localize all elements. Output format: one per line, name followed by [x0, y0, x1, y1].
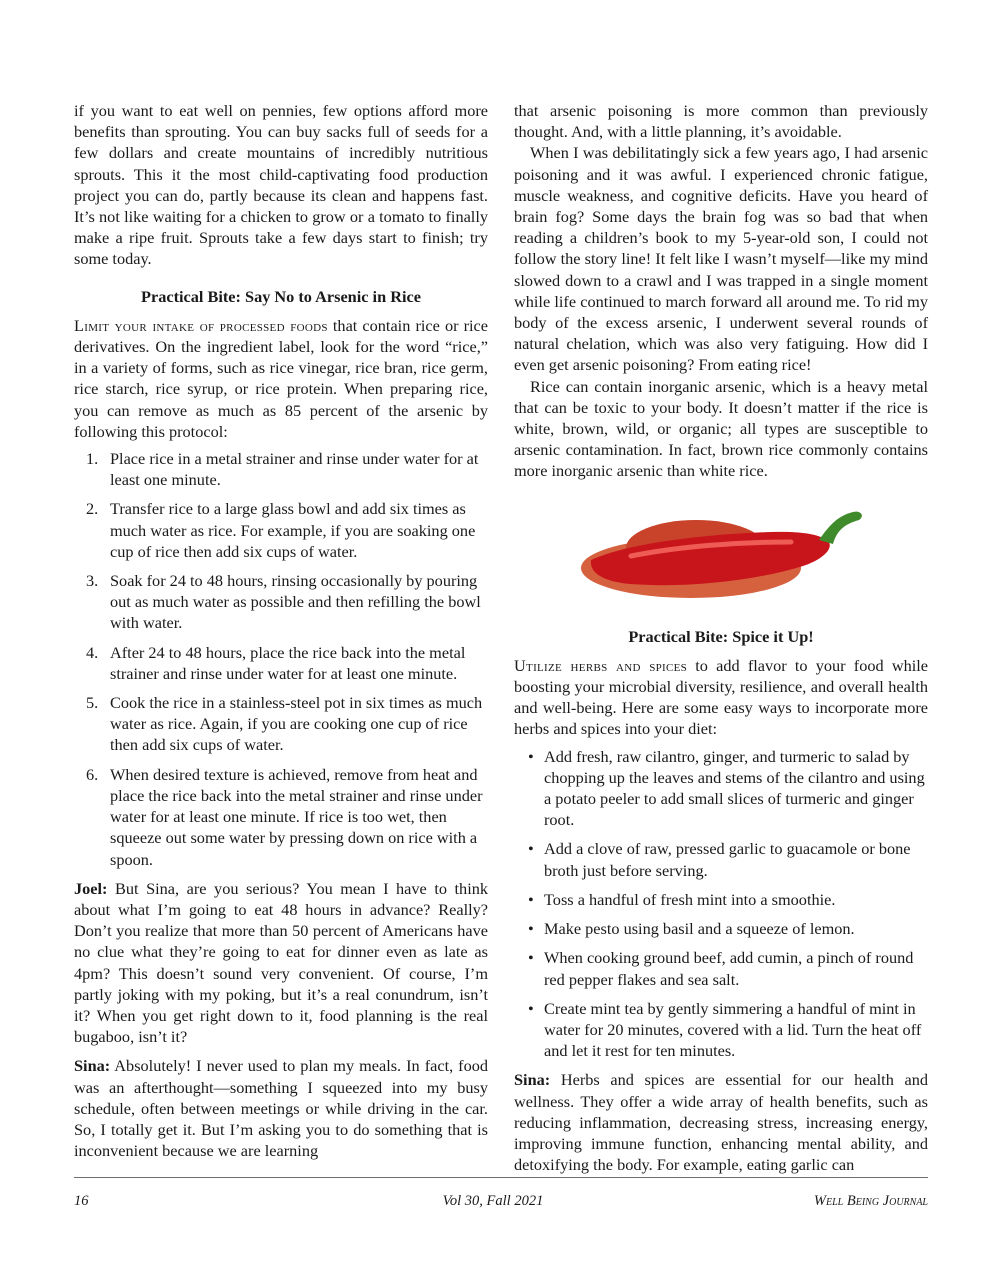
left-column [74, 100, 488, 1161]
step-text: After 24 to 48 hours, place the rice back into the metal strainer and rinse under water for at least one minute. [110, 642, 466, 683]
page-number: 16 [74, 1193, 89, 1209]
list-item [74, 498, 488, 562]
joel-dialogue [74, 878, 488, 1048]
spice-lead-paragraph [514, 655, 928, 740]
joel-text: But Sina, are you serious? You mean I have to think about what I’m going to eat 48 hours in advance? Really? Don’t you realize that more than 50 percent of Americans have no clue what they’re going to eat for dinner even as late as 4pm? This doesn’t sound very convenient. Of course, I’m partly joking with my poking, but it’s a real conundrum, isn’t it? When you get right down to it, food planning is the real bugaboo, isn’t it? [74, 878, 488, 1047]
section-heading-arsenic: Practical Bite: Say No to Arsenic in Rice [141, 286, 421, 306]
body-paragraph-3: Rice can contain inorganic arsenic, which is a heavy metal that can be toxic to your body. It doesn’t matter if the rice is white, brown, wild, or organic; all types are susceptible to arsenic contamination. In fact, brown rice commonly contains more inorganic arsenic than white rice. [514, 376, 928, 481]
list-item [74, 570, 488, 634]
list-item [74, 692, 488, 756]
speaker-sina: Sina: [514, 1070, 551, 1090]
sina-text: Herbs and spices are essential for our health and wellness. They offer a wide array of health benefits, such as reducing inflammation, decreasing stress, increasing energy, improving immune function, enhancing mental ability, and detoxifying the body. For example, eating garlic can [514, 1070, 928, 1175]
bullet-icon: • [528, 998, 534, 1018]
pepper-stem [819, 511, 862, 543]
step-text: Cook the rice in a stainless-steel pot in six times as much water as rice. Again, if you are cooking one cup of rice then add six cups of water. [110, 693, 483, 755]
list-item [514, 889, 928, 910]
tip-text: Make pesto using basil and a squeeze of lemon. [544, 919, 855, 939]
step-number: 1. [86, 449, 99, 469]
step-number: 4. [86, 642, 99, 662]
list-item [74, 642, 488, 684]
list-item [514, 746, 928, 831]
chili-pepper-image [571, 490, 871, 610]
body-paragraph-2: When I was debilitatingly sick a few years ago, I had arsenic poisoning and it was awful. I experienced chronic fatigue, muscle weakness, and cognitive deficits. Have you heard of brain fog? Some days the brain fog was so bad that when reading a children’s book to my 5-year-old son, I could not follow the story line! It felt like I wasn’t myself—like my mind slowed down to a crawl and I was trapped in a single moment while life continued to march forward all around me. To rid my body of the excess arsenic, I underwent several rounds of natural chelation, which was also very fatiguing. How did I even get arsenic poisoning? From eating rice! [514, 143, 928, 375]
bullet-icon: • [528, 948, 534, 968]
step-number: 6. [86, 764, 99, 784]
lead-small-caps: Utilize herbs and spices [514, 655, 688, 675]
sina-text: Absolutely! I never used to plan my meals. In fact, food was an afterthought—something I squeezed into my busy schedule, often between meetings or while driving in the car. So, I totally get it. But I’m asking you to do something that is inconvenient because we are learning [74, 1056, 488, 1161]
list-item [74, 764, 488, 870]
intro-paragraph: if you want to eat well on pennies, few options afford more benefits than sprouting. You can buy sacks full of seeds for a few dollars and create mountains of incredibly nutritious sprouts. This it the most child-captivating food production project you can do, partly because its clean and happens fast. It’s not like waiting for a chicken to grow or a tomato to finally make a ripe fruit. Sprouts take a few days start to finish; try some today. [74, 101, 488, 269]
journal-name: Well Being Journal [813, 1193, 928, 1209]
list-item [514, 918, 928, 939]
step-text: Transfer rice to a large glass bowl and add six times as much water as rice. For example, if you are soaking one cup of rice then add six cups of water. [110, 499, 476, 561]
list-item [74, 448, 488, 490]
lead-small-caps: Limit your intake of processed foods [74, 315, 328, 335]
bullet-icon: • [528, 746, 534, 766]
protocol-steps-list [74, 448, 488, 870]
tip-text: Add fresh, raw cilantro, ginger, and turmeric to salad by chopping up the leaves and stems of the cilantro and using a potato peeler to add small slices of turmeric and ginger root. [544, 746, 925, 830]
lead-rest: to add flavor to your food while boosting your microbial diversity, resilience, and overall health and well-being. Here are some easy ways to incorporate more herbs and spices into your diet: [514, 655, 928, 739]
arsenic-lead-paragraph [74, 315, 488, 442]
list-item [514, 838, 928, 880]
speaker-joel: Joel: [74, 878, 108, 898]
spice-tips-list [514, 746, 928, 1062]
body-paragraph-1: that arsenic poisoning is more common than previously thought. And, with a little planning, it’s avoidable. [514, 101, 928, 142]
bullet-icon: • [528, 889, 534, 909]
list-item [514, 998, 928, 1062]
step-number: 5. [86, 693, 99, 713]
sina-dialogue [514, 1069, 928, 1175]
list-item [514, 947, 928, 989]
tip-text: Create mint tea by gently simmering a handful of mint in water for 20 minutes, covered with a lid. Turn the heat off and let it rest for ten minutes. [544, 998, 922, 1061]
sina-dialogue [74, 1055, 488, 1161]
section-heading-spice: Practical Bite: Spice it Up! [628, 626, 814, 646]
tip-text: When cooking ground beef, add cumin, a pinch of round red pepper flakes and sea salt. [544, 948, 914, 989]
tip-text: Add a clove of raw, pressed garlic to guacamole or bone broth just before serving. [544, 839, 911, 880]
right-column [514, 100, 928, 1175]
step-number: 3. [86, 571, 99, 591]
issue-label: Vol 30, Fall 2021 [442, 1193, 544, 1209]
bullet-icon: • [528, 839, 534, 859]
step-text: Place rice in a metal strainer and rinse under water for at least one minute. [110, 449, 479, 490]
bullet-icon: • [528, 919, 534, 939]
footer-divider [74, 1177, 928, 1178]
step-text: Soak for 24 to 48 hours, rinsing occasionally by pouring out as much water as possible and then refilling the bowl with water. [110, 571, 481, 633]
speaker-sina: Sina: [74, 1056, 111, 1076]
lead-rest: that contain rice or rice derivatives. On the ingredient label, look for the word “rice,” in a variety of forms, such as rice vinegar, rice bran, rice germ, rice starch, rice syrup, or rice protein. When preparing rice, you can remove as much as 85 percent of the arsenic by following this protocol: [74, 315, 489, 441]
step-number: 2. [86, 499, 99, 519]
tip-text: Toss a handful of fresh mint into a smoothie. [544, 889, 836, 909]
step-text: When desired texture is achieved, remove from heat and place the rice back into the metal strainer and rinse under water for at least one minute. If rice is too wet, then squeeze out some water by pressing down on rice with a spoon. [110, 764, 483, 869]
